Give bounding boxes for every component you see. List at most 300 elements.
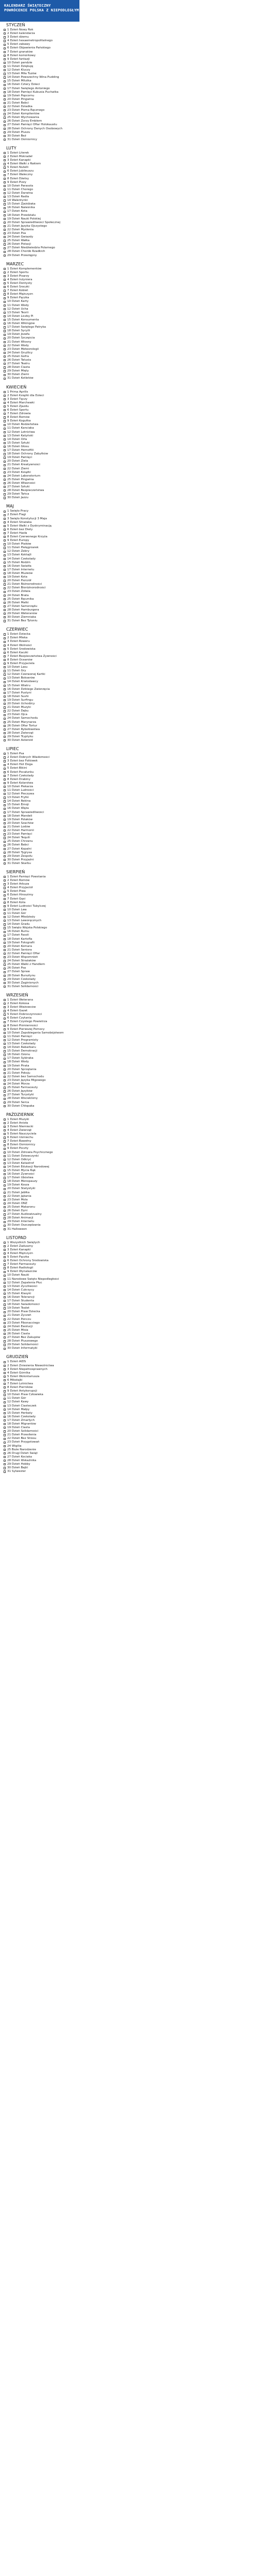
checkbox-icon[interactable] [4, 1221, 6, 1223]
checkbox-icon[interactable] [4, 251, 6, 253]
checkbox-icon[interactable] [4, 841, 6, 843]
checkbox-icon[interactable] [4, 837, 6, 839]
day-item[interactable] [0, 970, 79, 974]
checkbox-icon[interactable] [4, 1405, 6, 1407]
day-item[interactable] [0, 978, 79, 981]
day-item[interactable] [0, 905, 79, 908]
day-item[interactable] [0, 1031, 79, 1035]
day-item[interactable] [0, 1245, 79, 1248]
checkbox-icon[interactable] [4, 703, 6, 705]
day-item[interactable] [0, 1445, 79, 1448]
day-item[interactable] [0, 1075, 79, 1079]
checkbox-icon[interactable] [4, 1137, 6, 1139]
day-item[interactable] [0, 967, 79, 970]
day-item[interactable] [0, 658, 79, 662]
checkbox-icon[interactable] [4, 95, 6, 97]
day-item[interactable] [0, 1028, 79, 1031]
checkbox-icon[interactable] [4, 62, 6, 64]
day-item[interactable] [0, 94, 79, 98]
checkbox-icon[interactable] [4, 815, 6, 817]
checkbox-icon[interactable] [4, 891, 6, 893]
checkbox-icon[interactable] [4, 1249, 6, 1251]
checkbox-icon[interactable] [4, 424, 6, 426]
day-item[interactable] [0, 767, 79, 770]
checkbox-icon[interactable] [4, 916, 6, 918]
day-item[interactable] [0, 680, 79, 684]
day-item[interactable] [0, 598, 79, 601]
day-item[interactable] [0, 875, 79, 879]
checkbox-icon[interactable] [4, 986, 6, 988]
checkbox-icon[interactable] [4, 848, 6, 850]
checkbox-icon[interactable] [4, 736, 6, 738]
day-item[interactable] [0, 1176, 79, 1180]
checkbox-icon[interactable] [4, 461, 6, 463]
checkbox-icon[interactable] [4, 431, 6, 433]
day-item[interactable] [0, 1224, 79, 1227]
checkbox-icon[interactable] [4, 449, 6, 451]
checkbox-icon[interactable] [4, 775, 6, 777]
checkbox-icon[interactable] [4, 543, 6, 545]
checkbox-icon[interactable] [4, 40, 6, 42]
checkbox-icon[interactable] [4, 706, 6, 708]
checkbox-icon[interactable] [4, 963, 6, 965]
day-item[interactable] [0, 1371, 79, 1375]
day-item[interactable] [0, 1183, 79, 1187]
day-item[interactable] [0, 676, 79, 680]
day-item[interactable] [0, 1118, 79, 1122]
checkbox-icon[interactable] [4, 178, 6, 180]
checkbox-icon[interactable] [4, 739, 6, 741]
checkbox-icon[interactable] [4, 315, 6, 317]
checkbox-icon[interactable] [4, 562, 6, 564]
checkbox-icon[interactable] [4, 192, 6, 194]
checkbox-icon[interactable] [4, 663, 6, 665]
day-item[interactable] [0, 1209, 79, 1213]
day-item[interactable] [0, 1430, 79, 1433]
checkbox-icon[interactable] [4, 819, 6, 821]
day-item[interactable] [0, 1289, 79, 1292]
checkbox-icon[interactable] [4, 225, 6, 227]
day-item[interactable] [0, 1082, 79, 1086]
checkbox-icon[interactable] [4, 1256, 6, 1258]
checkbox-icon[interactable] [4, 1419, 6, 1421]
day-item[interactable] [0, 254, 79, 258]
checkbox-icon[interactable] [4, 1217, 6, 1219]
day-item[interactable] [0, 318, 79, 322]
day-item[interactable] [0, 1397, 79, 1400]
checkbox-icon[interactable] [4, 1445, 6, 1447]
day-item[interactable] [0, 807, 79, 810]
day-item[interactable] [0, 1433, 79, 1437]
checkbox-icon[interactable] [4, 1151, 6, 1154]
checkbox-icon[interactable] [4, 862, 6, 865]
checkbox-icon[interactable] [4, 1036, 6, 1038]
checkbox-icon[interactable] [4, 493, 6, 495]
day-item[interactable] [0, 897, 79, 901]
day-item[interactable] [0, 1379, 79, 1382]
day-item[interactable] [0, 438, 79, 442]
day-item[interactable] [0, 423, 79, 427]
day-item[interactable] [0, 228, 79, 232]
checkbox-icon[interactable] [4, 714, 6, 716]
day-item[interactable] [0, 1459, 79, 1463]
checkbox-icon[interactable] [4, 616, 6, 618]
checkbox-icon[interactable] [4, 953, 6, 955]
day-item[interactable] [0, 366, 79, 369]
day-item[interactable] [0, 785, 79, 789]
day-item[interactable] [0, 688, 79, 691]
day-item[interactable] [0, 131, 79, 134]
checkbox-icon[interactable] [4, 152, 6, 154]
day-item[interactable] [0, 572, 79, 575]
day-item[interactable] [0, 930, 79, 934]
day-item[interactable] [0, 1079, 79, 1082]
checkbox-icon[interactable] [4, 1401, 6, 1403]
checkbox-icon[interactable] [4, 84, 6, 86]
day-item[interactable] [0, 1155, 79, 1158]
day-item[interactable] [0, 159, 79, 162]
checkbox-icon[interactable] [4, 681, 6, 683]
checkbox-icon[interactable] [4, 677, 6, 680]
checkbox-icon[interactable] [4, 1296, 6, 1298]
checkbox-icon[interactable] [4, 887, 6, 889]
checkbox-icon[interactable] [4, 1072, 6, 1074]
day-item[interactable] [0, 336, 79, 340]
checkbox-icon[interactable] [4, 275, 6, 277]
day-item[interactable] [0, 369, 79, 373]
day-item[interactable] [0, 517, 79, 521]
checkbox-icon[interactable] [4, 1159, 6, 1161]
checkbox-icon[interactable] [4, 1118, 6, 1121]
checkbox-icon[interactable] [4, 931, 6, 933]
checkbox-icon[interactable] [4, 1271, 6, 1273]
checkbox-icon[interactable] [4, 370, 6, 372]
checkbox-icon[interactable] [4, 1449, 6, 1451]
day-item[interactable] [0, 848, 79, 851]
day-item[interactable] [0, 232, 79, 235]
checkbox-icon[interactable] [4, 416, 6, 418]
checkbox-icon[interactable] [4, 1242, 6, 1244]
day-item[interactable] [0, 1129, 79, 1132]
checkbox-icon[interactable] [4, 620, 6, 622]
day-item[interactable] [0, 326, 79, 329]
checkbox-icon[interactable] [4, 159, 6, 161]
checkbox-icon[interactable] [4, 673, 6, 675]
day-item[interactable] [0, 348, 79, 351]
day-item[interactable] [0, 724, 79, 728]
checkbox-icon[interactable] [4, 1184, 6, 1187]
checkbox-icon[interactable] [4, 489, 6, 492]
checkbox-icon[interactable] [4, 1206, 6, 1208]
checkbox-icon[interactable] [4, 942, 6, 944]
checkbox-icon[interactable] [4, 532, 6, 534]
day-item[interactable] [0, 69, 79, 72]
checkbox-icon[interactable] [4, 1079, 6, 1081]
day-item[interactable] [0, 282, 79, 285]
checkbox-icon[interactable] [4, 771, 6, 773]
checkbox-icon[interactable] [4, 804, 6, 806]
checkbox-icon[interactable] [4, 1340, 6, 1342]
checkbox-icon[interactable] [4, 613, 6, 615]
day-item[interactable] [0, 271, 79, 275]
day-item[interactable] [0, 1332, 79, 1336]
checkbox-icon[interactable] [4, 905, 6, 907]
checkbox-icon[interactable] [4, 547, 6, 549]
day-item[interactable] [0, 151, 79, 155]
day-item[interactable] [0, 855, 79, 858]
day-item[interactable] [0, 1151, 79, 1155]
checkbox-icon[interactable] [4, 968, 6, 970]
day-item[interactable] [0, 1415, 79, 1419]
checkbox-icon[interactable] [4, 1376, 6, 1378]
day-item[interactable] [0, 1248, 79, 1252]
day-item[interactable] [0, 32, 79, 36]
checkbox-icon[interactable] [4, 576, 6, 578]
checkbox-icon[interactable] [4, 685, 6, 687]
day-item[interactable] [0, 1281, 79, 1285]
checkbox-icon[interactable] [4, 113, 6, 115]
day-item[interactable] [0, 601, 79, 605]
checkbox-icon[interactable] [4, 1098, 6, 1100]
day-item[interactable] [0, 963, 79, 967]
day-item[interactable] [0, 789, 79, 792]
checkbox-icon[interactable] [4, 482, 6, 484]
checkbox-icon[interactable] [4, 826, 6, 828]
day-item[interactable] [0, 449, 79, 452]
day-item[interactable] [0, 101, 79, 105]
checkbox-icon[interactable] [4, 732, 6, 734]
day-item[interactable] [0, 1343, 79, 1347]
checkbox-icon[interactable] [4, 718, 6, 720]
day-item[interactable] [0, 822, 79, 825]
day-item[interactable] [0, 155, 79, 159]
checkbox-icon[interactable] [4, 1094, 6, 1096]
day-item[interactable] [0, 644, 79, 648]
checkbox-icon[interactable] [4, 1025, 6, 1027]
day-item[interactable] [0, 214, 79, 217]
checkbox-icon[interactable] [4, 756, 6, 758]
checkbox-icon[interactable] [4, 1434, 6, 1436]
day-item[interactable] [0, 431, 79, 434]
day-item[interactable] [0, 300, 79, 303]
day-item[interactable] [0, 296, 79, 300]
checkbox-icon[interactable] [4, 699, 6, 701]
checkbox-icon[interactable] [4, 648, 6, 650]
day-item[interactable] [0, 329, 79, 333]
day-item[interactable] [0, 1093, 79, 1097]
checkbox-icon[interactable] [4, 1173, 6, 1175]
checkbox-icon[interactable] [4, 902, 6, 904]
day-item[interactable] [0, 699, 79, 702]
checkbox-icon[interactable] [4, 497, 6, 499]
checkbox-icon[interactable] [4, 222, 6, 224]
day-item[interactable] [0, 471, 79, 474]
checkbox-icon[interactable] [4, 345, 6, 347]
day-item[interactable] [0, 557, 79, 561]
day-item[interactable] [0, 482, 79, 485]
checkbox-icon[interactable] [4, 938, 6, 940]
checkbox-icon[interactable] [4, 728, 6, 731]
day-item[interactable] [0, 496, 79, 500]
day-item[interactable] [0, 579, 79, 583]
checkbox-icon[interactable] [4, 468, 6, 470]
checkbox-icon[interactable] [4, 1303, 6, 1306]
checkbox-icon[interactable] [4, 1148, 6, 1150]
checkbox-icon[interactable] [4, 29, 6, 31]
day-item[interactable] [0, 120, 79, 123]
checkbox-icon[interactable] [4, 1065, 6, 1067]
day-item[interactable] [0, 550, 79, 553]
checkbox-icon[interactable] [4, 789, 6, 791]
checkbox-icon[interactable] [4, 521, 6, 523]
day-item[interactable] [0, 1016, 79, 1020]
checkbox-icon[interactable] [4, 927, 6, 929]
checkbox-icon[interactable] [4, 352, 6, 354]
checkbox-icon[interactable] [4, 1140, 6, 1142]
checkbox-icon[interactable] [4, 598, 6, 600]
day-item[interactable] [0, 1042, 79, 1046]
day-item[interactable] [0, 840, 79, 843]
day-item[interactable] [0, 941, 79, 945]
checkbox-icon[interactable] [4, 106, 6, 108]
day-item[interactable] [0, 478, 79, 482]
day-item[interactable] [0, 981, 79, 985]
day-item[interactable] [0, 1463, 79, 1466]
day-item[interactable] [0, 1009, 79, 1013]
checkbox-icon[interactable] [4, 1452, 6, 1454]
day-item[interactable] [0, 1191, 79, 1195]
checkbox-icon[interactable] [4, 539, 6, 541]
day-item[interactable] [0, 543, 79, 546]
checkbox-icon[interactable] [4, 536, 6, 538]
checkbox-icon[interactable] [4, 181, 6, 183]
checkbox-icon[interactable] [4, 1090, 6, 1092]
day-item[interactable] [0, 202, 79, 206]
checkbox-icon[interactable] [4, 243, 6, 245]
day-item[interactable] [0, 774, 79, 778]
checkbox-icon[interactable] [4, 1348, 6, 1350]
day-item[interactable] [0, 1072, 79, 1075]
checkbox-icon[interactable] [4, 446, 6, 448]
checkbox-icon[interactable] [4, 438, 6, 440]
checkbox-icon[interactable] [4, 511, 6, 513]
checkbox-icon[interactable] [4, 282, 6, 284]
checkbox-icon[interactable] [4, 1467, 6, 1469]
day-item[interactable] [0, 1216, 79, 1220]
day-item[interactable] [0, 65, 79, 69]
day-item[interactable] [0, 619, 79, 623]
day-item[interactable] [0, 79, 79, 83]
checkbox-icon[interactable] [4, 558, 6, 560]
day-item[interactable] [0, 493, 79, 496]
checkbox-icon[interactable] [4, 688, 6, 690]
checkbox-icon[interactable] [4, 655, 6, 657]
day-item[interactable] [0, 1241, 79, 1245]
checkbox-icon[interactable] [4, 1307, 6, 1309]
day-item[interactable] [0, 1198, 79, 1202]
day-item[interactable] [0, 1340, 79, 1343]
day-item[interactable] [0, 586, 79, 590]
day-item[interactable] [0, 1318, 79, 1321]
day-item[interactable] [0, 322, 79, 326]
checkbox-icon[interactable] [4, 753, 6, 755]
day-item[interactable] [0, 225, 79, 228]
day-item[interactable] [0, 1368, 79, 1371]
checkbox-icon[interactable] [4, 337, 6, 340]
checkbox-icon[interactable] [4, 1202, 6, 1205]
checkbox-icon[interactable] [4, 514, 6, 516]
day-item[interactable] [0, 1143, 79, 1147]
checkbox-icon[interactable] [4, 760, 6, 762]
day-item[interactable] [0, 1122, 79, 1125]
day-item[interactable] [0, 1419, 79, 1422]
checkbox-icon[interactable] [4, 69, 6, 71]
checkbox-icon[interactable] [4, 1245, 6, 1247]
checkbox-icon[interactable] [4, 971, 6, 973]
day-item[interactable] [0, 998, 79, 1002]
day-item[interactable] [0, 315, 79, 318]
checkbox-icon[interactable] [4, 572, 6, 574]
checkbox-icon[interactable] [4, 1365, 6, 1367]
checkbox-icon[interactable] [4, 1460, 6, 1462]
day-item[interactable] [0, 985, 79, 989]
checkbox-icon[interactable] [4, 211, 6, 213]
checkbox-icon[interactable] [4, 366, 6, 368]
day-item[interactable] [0, 489, 79, 493]
checkbox-icon[interactable] [4, 121, 6, 123]
checkbox-icon[interactable] [4, 956, 6, 958]
checkbox-icon[interactable] [4, 1293, 6, 1295]
day-item[interactable] [0, 109, 79, 112]
day-item[interactable] [0, 1299, 79, 1303]
day-item[interactable] [0, 1386, 79, 1389]
day-item[interactable] [0, 926, 79, 930]
day-item[interactable] [0, 713, 79, 717]
day-item[interactable] [0, 959, 79, 963]
checkbox-icon[interactable] [4, 109, 6, 111]
day-item[interactable] [0, 1002, 79, 1006]
day-item[interactable] [0, 1303, 79, 1307]
checkbox-icon[interactable] [4, 909, 6, 911]
day-item[interactable] [0, 879, 79, 883]
checkbox-icon[interactable] [4, 398, 6, 400]
day-item[interactable] [0, 427, 79, 430]
day-item[interactable] [0, 341, 79, 344]
checkbox-icon[interactable] [4, 174, 6, 176]
checkbox-icon[interactable] [4, 293, 6, 295]
day-item[interactable] [0, 188, 79, 192]
day-item[interactable] [0, 308, 79, 311]
checkbox-icon[interactable] [4, 595, 6, 597]
day-item[interactable] [0, 763, 79, 767]
day-item[interactable] [0, 192, 79, 195]
day-item[interactable] [0, 528, 79, 532]
checkbox-icon[interactable] [4, 859, 6, 861]
day-item[interactable] [0, 1314, 79, 1317]
day-item[interactable] [0, 344, 79, 348]
checkbox-icon[interactable] [4, 1039, 6, 1041]
day-item[interactable] [0, 173, 79, 177]
checkbox-icon[interactable] [4, 486, 6, 488]
day-item[interactable] [0, 1325, 79, 1329]
checkbox-icon[interactable] [4, 1069, 6, 1071]
day-item[interactable] [0, 87, 79, 91]
day-item[interactable] [0, 1228, 79, 1231]
checkbox-icon[interactable] [4, 1470, 6, 1472]
checkbox-icon[interactable] [4, 1046, 6, 1048]
day-item[interactable] [0, 442, 79, 445]
day-item[interactable] [0, 890, 79, 893]
